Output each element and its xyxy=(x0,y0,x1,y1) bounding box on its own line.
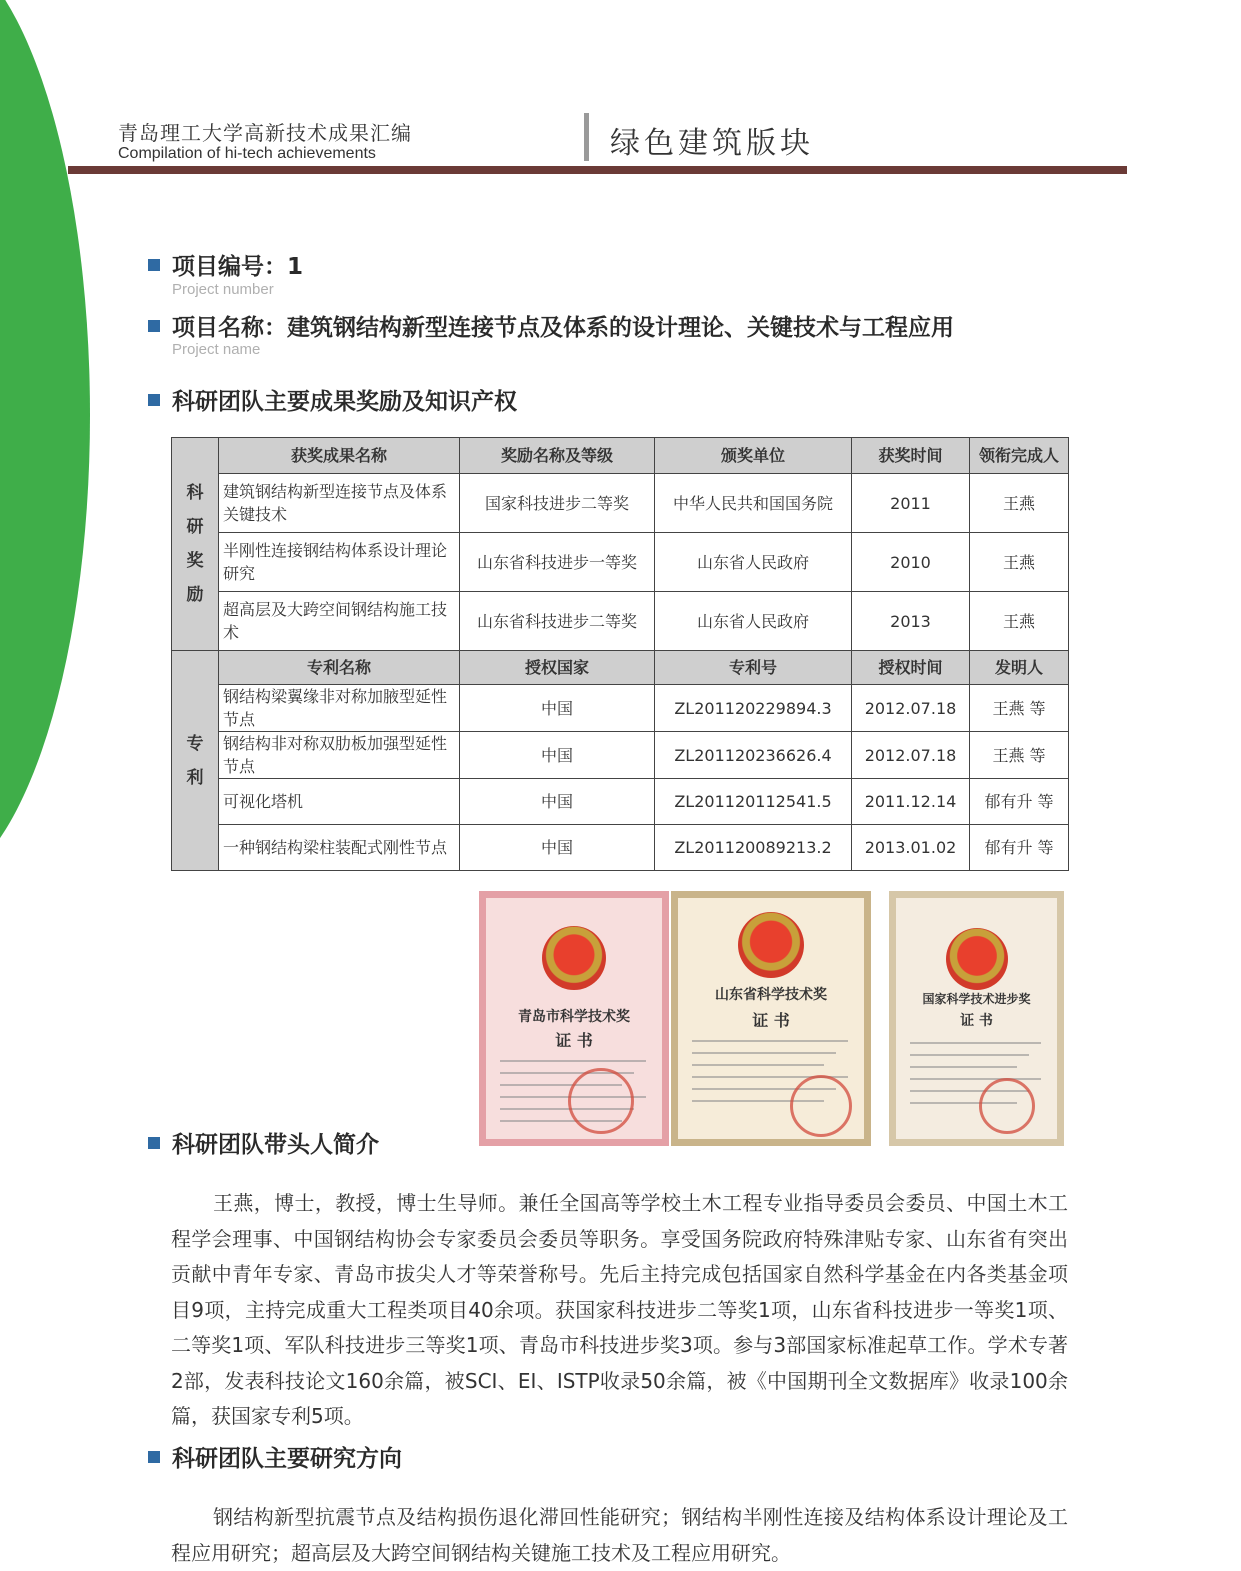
header-rule xyxy=(68,166,1127,174)
certificate-text-line xyxy=(692,1040,848,1042)
red-seal-icon xyxy=(790,1075,852,1137)
certificate xyxy=(889,891,1064,1146)
table-row xyxy=(172,592,1069,651)
awards-heading-text: 科研团队主要成果奖励及知识产权 xyxy=(172,389,517,415)
table-row xyxy=(172,779,1069,825)
project-number-en: Project number xyxy=(172,281,274,298)
column-header: 授权国家 xyxy=(460,651,655,685)
bullet-square-icon xyxy=(148,1451,160,1463)
category-char: 利 xyxy=(186,767,204,788)
certificate-subtitle: 证 书 xyxy=(555,1031,593,1050)
certificate-title: 山东省科学技术奖 xyxy=(715,987,827,1003)
national-emblem-icon xyxy=(738,912,804,978)
table-cell: 超高层及大跨空间钢结构施工技术 xyxy=(219,592,460,651)
table-row xyxy=(172,825,1069,871)
table-cell: 可视化塔机 xyxy=(219,779,460,825)
table-cell: 王燕 xyxy=(970,592,1069,651)
header-separator xyxy=(584,113,589,161)
bullet-square-icon xyxy=(148,259,160,271)
table-cell: 山东省科技进步二等奖 xyxy=(460,592,655,651)
table-row xyxy=(172,685,1069,732)
table-cell: 王燕 xyxy=(970,474,1069,533)
table-cell: ZL201120089213.2 xyxy=(655,825,852,871)
leader-heading-text: 科研团队带头人简介 xyxy=(172,1132,379,1158)
leader-bio: 王燕，博士，教授，博士生导师。兼任全国高等学校土木工程专业指导委员会委员、中国土木工程学会理事、中国钢结构协会专家委员会委员等职务。享受国务院政府特殊津贴专家、山东省有突出贡献中青年专家、青岛市拔尖人才等荣誉称号。先后主持完成包括国家自然科学基金在内各类基金项目9项，主持完成重大工程类项目40余项。获国家科技进步二等奖1项，山东省科技进步一等奖1项、二等奖1项、军队科技进步三等奖1项、青岛市科技进步奖3项。参与3部国家标准起草工作。学术专著2部，发表科技论文160余篇，被SCI、EI、ISTP收录50余篇，被《中国期刊全文数据库》收录100余篇，获国家专利5项。 xyxy=(171,1191,1068,1428)
table-cell: 2011 xyxy=(852,474,970,533)
column-header: 获奖时间 xyxy=(852,438,970,474)
bullet-square-icon xyxy=(148,1137,160,1149)
category-char: 奖 xyxy=(186,551,204,571)
certificate-title: 国家科学技术进步奖 xyxy=(922,992,1031,1006)
certificate-text-line xyxy=(910,1042,1041,1044)
bullet-square-icon xyxy=(148,320,160,332)
table-cell: 2012.07.18 xyxy=(852,732,970,779)
column-header: 颁奖单位 xyxy=(655,438,852,474)
project-name-heading xyxy=(148,309,954,342)
table-cell: 钢结构梁翼缘非对称加腋型延性节点 xyxy=(219,685,460,732)
table-cell: ZL201120229894.3 xyxy=(655,685,852,732)
certificate-text-line xyxy=(692,1064,824,1066)
table-cell: 钢结构非对称双肋板加强型延性节点 xyxy=(219,732,460,779)
column-header: 授权时间 xyxy=(852,651,970,685)
table-cell: 中国 xyxy=(460,779,655,825)
table-cell: 山东省科技进步一等奖 xyxy=(460,533,655,592)
header-title-cn: 青岛理工大学高新技术成果汇编 xyxy=(118,121,412,145)
certificate-subtitle: 证 书 xyxy=(960,1013,993,1029)
column-header: 专利名称 xyxy=(219,651,460,685)
table-cell: 2011.12.14 xyxy=(852,779,970,825)
red-seal-icon xyxy=(568,1068,634,1134)
category-char: 专 xyxy=(186,733,204,754)
certificates-image xyxy=(479,891,1064,1146)
patents-header-row xyxy=(172,651,1069,685)
table-cell: 2013.01.02 xyxy=(852,825,970,871)
red-seal-icon xyxy=(979,1078,1035,1134)
bullet-square-icon xyxy=(148,394,160,406)
certificate-text-line xyxy=(500,1060,646,1062)
table-cell: 王燕 xyxy=(970,533,1069,592)
header-title-en: Compilation of hi-tech achievements xyxy=(118,145,376,162)
table-cell: 中华人民共和国国务院 xyxy=(655,474,852,533)
project-name-en: Project name xyxy=(172,341,261,358)
awards-header-row xyxy=(172,438,1069,474)
national-emblem-icon xyxy=(542,926,606,990)
category-char: 励 xyxy=(186,585,204,605)
certificate-text-line xyxy=(910,1078,1041,1080)
certificate-text-line xyxy=(910,1066,1017,1068)
column-header: 获奖成果名称 xyxy=(219,438,460,474)
certificate-subtitle: 证 书 xyxy=(752,1011,790,1030)
table-cell: 郁有升 等 xyxy=(970,779,1069,825)
table-cell: 半刚性连接钢结构体系设计理论研究 xyxy=(219,533,460,592)
certificate xyxy=(671,891,871,1146)
table-cell: 国家科技进步二等奖 xyxy=(460,474,655,533)
category-char: 科 xyxy=(186,483,204,503)
column-header: 奖励名称及等级 xyxy=(460,438,655,474)
table-cell: 中国 xyxy=(460,732,655,779)
header-section-title: 绿色建筑版块 xyxy=(610,126,814,161)
table-cell: 中国 xyxy=(460,685,655,732)
table-cell: 王燕 等 xyxy=(970,732,1069,779)
project-name-text: 项目名称：建筑钢结构新型连接节点及体系的设计理论、关键技术与工程应用 xyxy=(172,315,954,341)
table-cell: 山东省人民政府 xyxy=(655,533,852,592)
table-cell: 2013 xyxy=(852,592,970,651)
table-cell: 王燕 等 xyxy=(970,685,1069,732)
table-cell: ZL201120236626.4 xyxy=(655,732,852,779)
research-text: 钢结构新型抗震节点及结构损伤退化滞回性能研究；钢结构半刚性连接及结构体系设计理论及工程应用研究；超高层及大跨空间钢结构关键施工技术及工程应用研究。 xyxy=(171,1505,1068,1565)
table-row xyxy=(172,533,1069,592)
category-cell xyxy=(172,651,219,871)
table-row xyxy=(172,732,1069,779)
column-header: 专利号 xyxy=(655,651,852,685)
table-cell: 建筑钢结构新型连接节点及体系关键技术 xyxy=(219,474,460,533)
national-emblem-icon xyxy=(946,928,1008,990)
certificate-title: 青岛市科学技术奖 xyxy=(518,1009,630,1025)
category-cell xyxy=(172,438,219,651)
green-side-arc xyxy=(0,0,90,890)
column-header: 发明人 xyxy=(970,651,1069,685)
table-cell: 中国 xyxy=(460,825,655,871)
table-row xyxy=(172,474,1069,533)
certificate-text-line xyxy=(692,1052,836,1054)
table-cell: 郁有升 等 xyxy=(970,825,1069,871)
table-cell: 山东省人民政府 xyxy=(655,592,852,651)
table-cell: ZL201120112541.5 xyxy=(655,779,852,825)
table-cell: 2010 xyxy=(852,533,970,592)
project-number-heading xyxy=(148,248,303,281)
awards-patents-table xyxy=(171,437,1069,871)
research-heading-text: 科研团队主要研究方向 xyxy=(172,1446,402,1472)
certificate xyxy=(479,891,669,1146)
project-number-text: 项目编号：1 xyxy=(172,254,304,280)
research-heading xyxy=(148,1440,402,1473)
certificate-text-line xyxy=(910,1054,1029,1056)
column-header: 领衔完成人 xyxy=(970,438,1069,474)
awards-heading xyxy=(148,383,517,416)
category-char: 研 xyxy=(186,517,204,537)
table-cell: 一种钢结构梁柱装配式刚性节点 xyxy=(219,825,460,871)
leader-heading xyxy=(148,1126,379,1159)
table-cell: 2012.07.18 xyxy=(852,685,970,732)
